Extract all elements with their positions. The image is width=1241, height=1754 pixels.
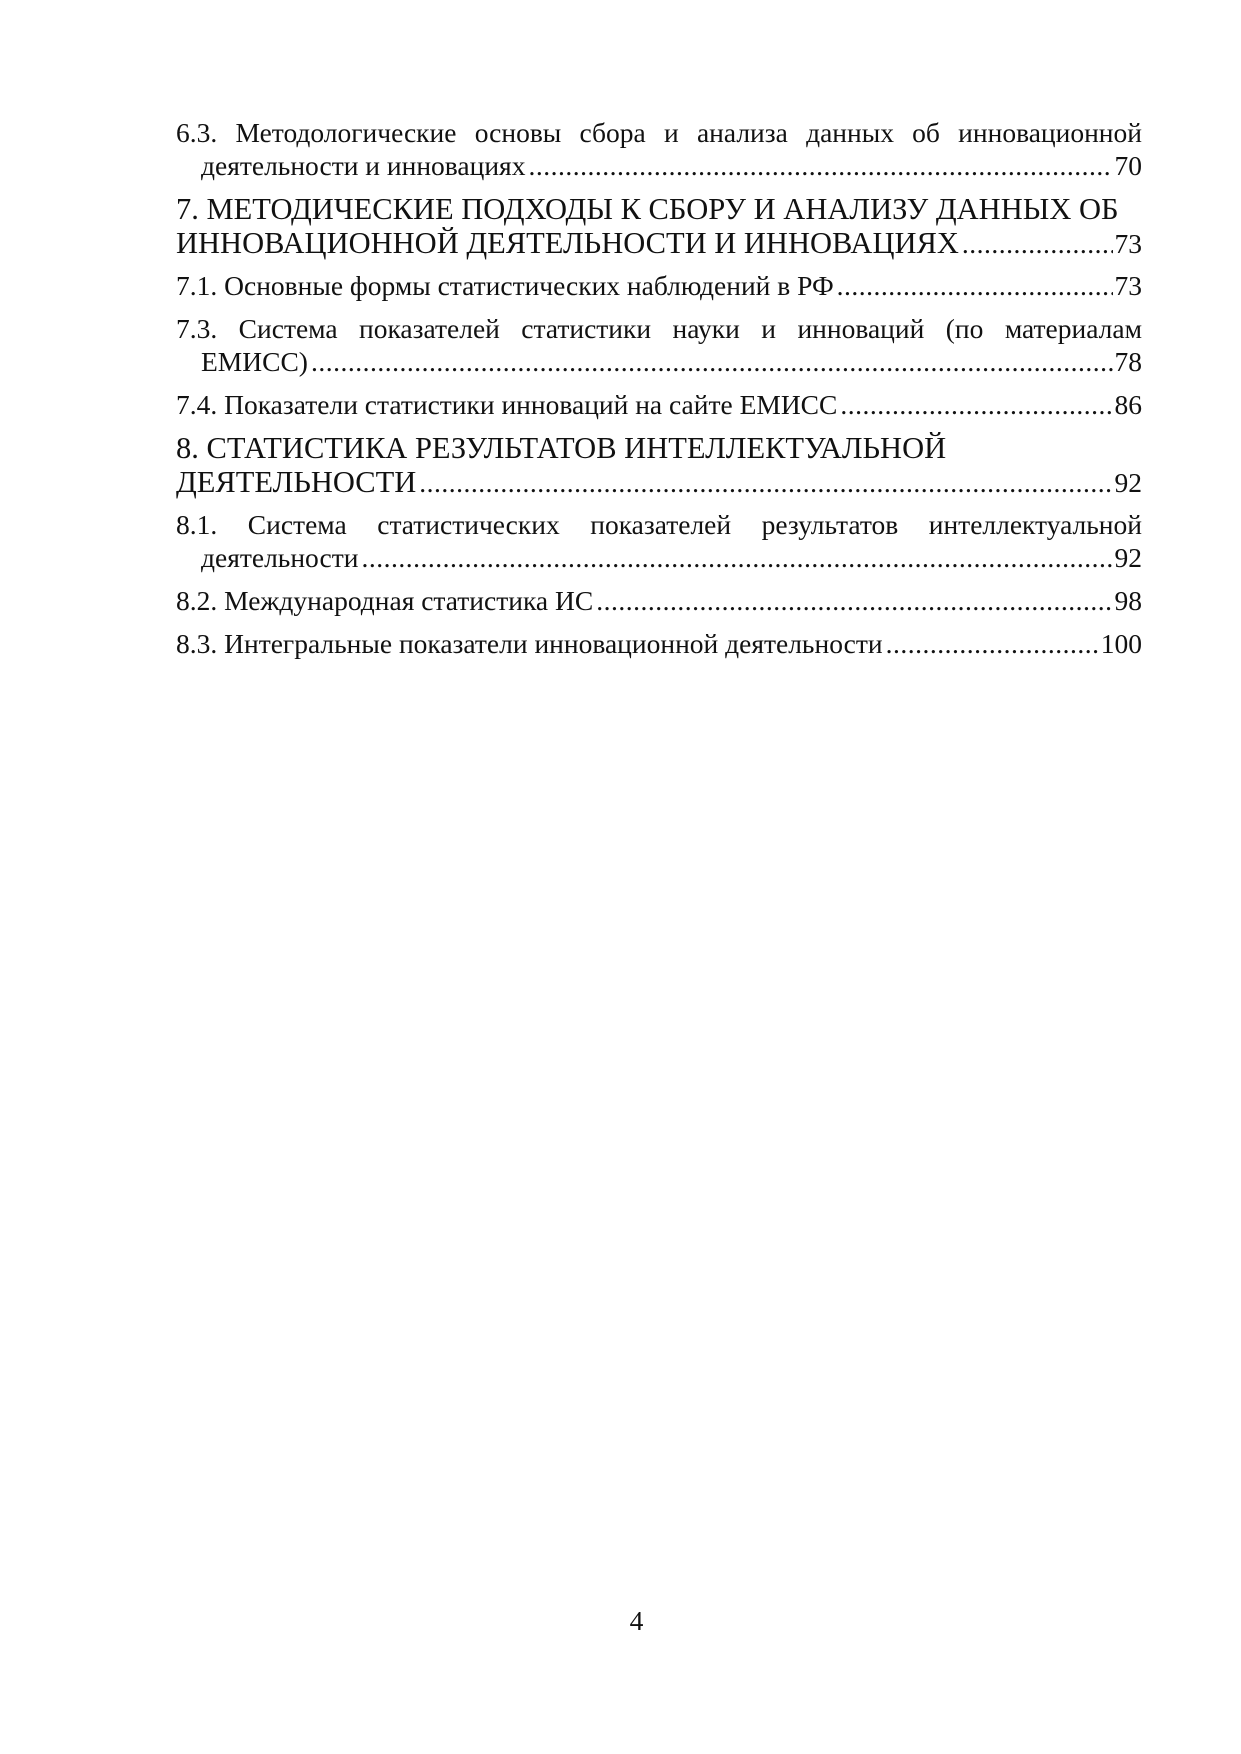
toc-entry-title-line: ДЕЯТЕЛЬНОСТИ — [176, 465, 417, 499]
dot-leader — [528, 149, 1112, 182]
toc-entry-title-line: ЕМИСС) — [201, 346, 308, 377]
toc-entry-7-4[interactable] — [176, 388, 1142, 421]
dot-leader — [837, 269, 1113, 302]
dot-leader — [311, 345, 1113, 378]
toc-entry-8-1[interactable] — [176, 508, 1142, 574]
table-of-contents — [176, 116, 1142, 670]
toc-page-number: 78 — [1114, 346, 1142, 377]
toc-entry-6-3[interactable] — [176, 116, 1142, 182]
toc-entry-8-2[interactable] — [176, 584, 1142, 617]
toc-page-number: 70 — [1114, 150, 1142, 181]
toc-entry-title-line: 7.4. Показатели статистики инноваций на сайте ЕМИСС — [176, 389, 838, 420]
toc-entry-chapter-7[interactable] — [176, 192, 1142, 261]
toc-entry-title-line: 8. СТАТИСТИКА РЕЗУЛЬТАТОВ ИНТЕЛЛЕКТУАЛЬНОЙ — [176, 431, 947, 465]
toc-entry-title-line: 7. МЕТОДИЧЕСКИЕ ПОДХОДЫ К СБОРУ И АНАЛИЗУ ДАННЫХ ОБ — [176, 192, 1119, 226]
toc-entry-7-3[interactable] — [176, 312, 1142, 378]
toc-entry-title-line: 6.3. Методологические основы сбора и анализа данных об инновационной — [176, 117, 1142, 148]
toc-page-number: 100 — [1100, 628, 1142, 659]
dot-leader — [596, 584, 1112, 617]
dot-leader — [361, 541, 1112, 574]
toc-page-number: 86 — [1114, 389, 1142, 420]
toc-entry-title-line: 7.1. Основные формы статистических наблюдений в РФ — [176, 270, 834, 301]
dot-leader — [886, 627, 1099, 660]
toc-page-number: 73 — [1114, 228, 1142, 259]
dot-leader — [840, 388, 1112, 421]
toc-entry-title-line: 8.2. Международная статистика ИС — [176, 585, 594, 616]
toc-entry-title-line: ИННОВАЦИОННОЙ ДЕЯТЕЛЬНОСТИ И ИННОВАЦИЯХ — [176, 226, 959, 260]
toc-page-number: 92 — [1114, 467, 1142, 498]
toc-entry-title-line: деятельности и инновациях — [201, 150, 526, 181]
toc-entry-7-1[interactable] — [176, 269, 1142, 302]
toc-page-number: 73 — [1114, 270, 1142, 301]
toc-entry-title-line: 7.3. Система показателей статистики науки и инноваций (по материалам — [176, 313, 1142, 344]
dot-leader — [962, 227, 1113, 261]
toc-page-number: 92 — [1114, 542, 1142, 573]
toc-entry-title-line: 8.3. Интегральные показатели инновационной деятельности — [176, 628, 883, 659]
toc-entry-title-line: 8.1. Система статистических показателей результатов интеллектуальной — [176, 509, 1142, 540]
toc-page-number: 98 — [1114, 585, 1142, 616]
toc-entry-8-3[interactable] — [176, 627, 1142, 660]
toc-entry-title-line: деятельности — [201, 542, 359, 573]
page-number: 4 — [629, 1605, 644, 1636]
dot-leader — [419, 466, 1112, 500]
toc-entry-chapter-8[interactable] — [176, 431, 1142, 500]
